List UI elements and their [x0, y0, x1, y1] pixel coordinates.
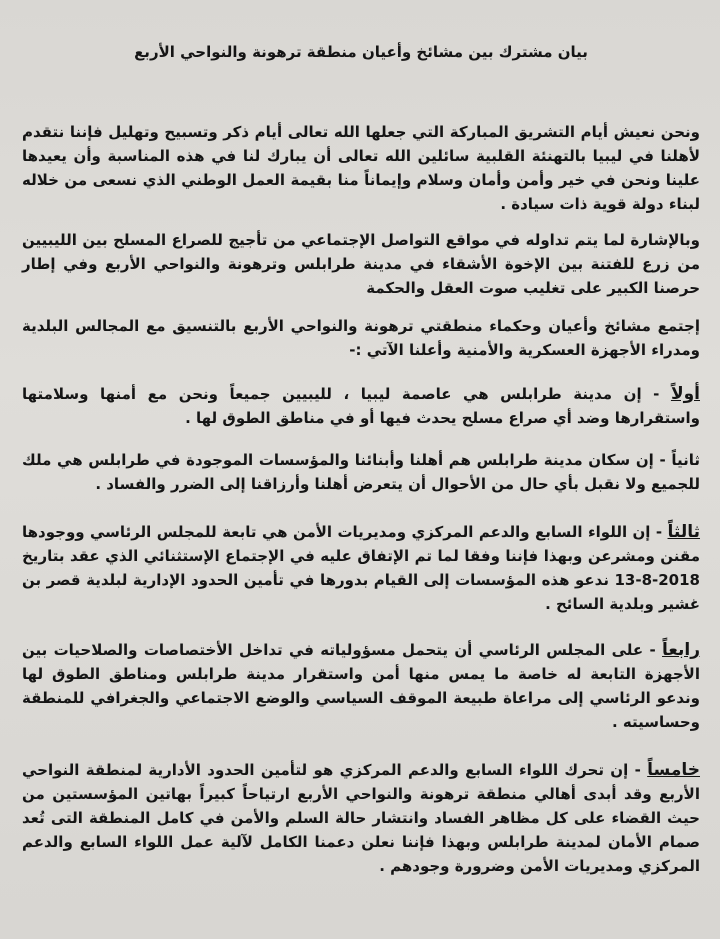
- point-one-lead: أولاً: [670, 384, 700, 404]
- point-three-paragraph: [22, 520, 700, 616]
- point-one-text: - إن مدينة طرابلس هي عاصمة ليبيا ، لليبيين جميعاً ونحن مع أمنها وسلامتها واستقرارها وضد أي صراع مسلح يحدث فيها أو في مناطق الطوق لها .: [22, 385, 700, 427]
- point-four-paragraph: [22, 638, 700, 734]
- point-five-text: - إن تحرك اللواء السابع والدعم المركزي هو لتأمين الحدود الأدارية لمنطقة النواحي الأربع وقد أبدى أهالي منطقة ترهونة والنواحي الأربع ارتياحاً كبيراً بهاتين المؤسستين من حيث القضاء على كل مظاهر الفساد وانتشار حالة السلم والأمن في كامل المنطقة التى تُعد صمام الأمان لمدينة طرابلس وبهذا فإننا نعلن دعمنا الكامل لآلية عمل اللواء السابع والدعم المركزي ومديريات الأمن وضرورة وجودهم .: [22, 761, 700, 875]
- point-two-paragraph: ثانياً - إن سكان مدينة طرابلس هم أهلنا وأبنائنا والمؤسسات الموجودة في طرابلس هي ملك للجميع ولا نقبل بأي حال من الأحوال أن يتعرض أهلنا وأرزاقنا إلى الضرر والفساد .: [22, 451, 700, 493]
- point-one-paragraph: [22, 382, 700, 430]
- point-three-lead: ثالثاً: [667, 522, 700, 542]
- intro-paragraph: ونحن نعيش أيام التشريق المباركة التي جعلها الله تعالى أيام ذكر وتسبيح وتهليل فإننا نتقدم لأهلنا في ليبيا بالتهنئة القلبية سائلين الله تعالى أن يبارك لنا في هذه المناسبة وأن يعيدها علينا ونحن في خير وأمن وأمان وسلام وإيماناً منا بقيمة العمل الوطني الذي نسعى من خلاله لبناء دولة قوية ذات سيادة .: [22, 123, 700, 213]
- point-four-text: - على المجلس الرئاسي أن يتحمل مسؤولياته في تداخل الأختصاصات والصلاحيات بين الأجهزة التابعة له خاصة ما يمس منها أمن واستقرار مدينة طرابلس ومناطق الطوق لها وندعو الرئاسي إلى مراعاة طبيعة الموقف السياسي والوضع الاجتماعي والجغرافي للمنطقة وحساسيته .: [22, 641, 700, 731]
- meeting-paragraph: إجتمع مشائخ وأعيان وحكماء منطقتي ترهونة والنواحي الأربع بالتنسيق مع المجالس البلدية ومدراء الأجهزة العسكرية والأمنية وأعلنا الآتي :-: [22, 317, 700, 359]
- social-media-paragraph: وبالإشارة لما يتم تداوله في مواقع التواصل الإجتماعي من تأجيج للصراع المسلح بين الليبيين من زرع للفتنة بين الإخوة الأشقاء في مدينة طرابلس وترهونة والنواحي الأربع وفي إطار حرصنا الكبير على تغليب صوت العقل والحكمة: [22, 231, 700, 297]
- point-three-text-b: ندعو هذه المؤسسات إلى القيام بدورها في تأمين الحدود الإدارية لبلدية قصر بن غشير وبلدية السائح .: [22, 571, 700, 613]
- point-five-lead: خامساً: [647, 760, 700, 780]
- point-four-lead: رابعاً: [662, 640, 700, 660]
- point-five-paragraph: [22, 758, 700, 878]
- document-title: بيان مشترك بين مشائخ وأعيان منطقة ترهونة والنواحي الأربع: [134, 43, 588, 61]
- meeting-date: 13-8-2018: [614, 571, 700, 589]
- point-three-text-a: - إن اللواء السابع والدعم المركزي ومديريات الأمن هي تابعة للمجلس الرئاسي ووجودها مقنن ومشرعن وبهذا فإننا وفقا لما تم الإتفاق عليه في الإجتماع الإستثنائي الذي عقد بتاريخ: [22, 523, 700, 565]
